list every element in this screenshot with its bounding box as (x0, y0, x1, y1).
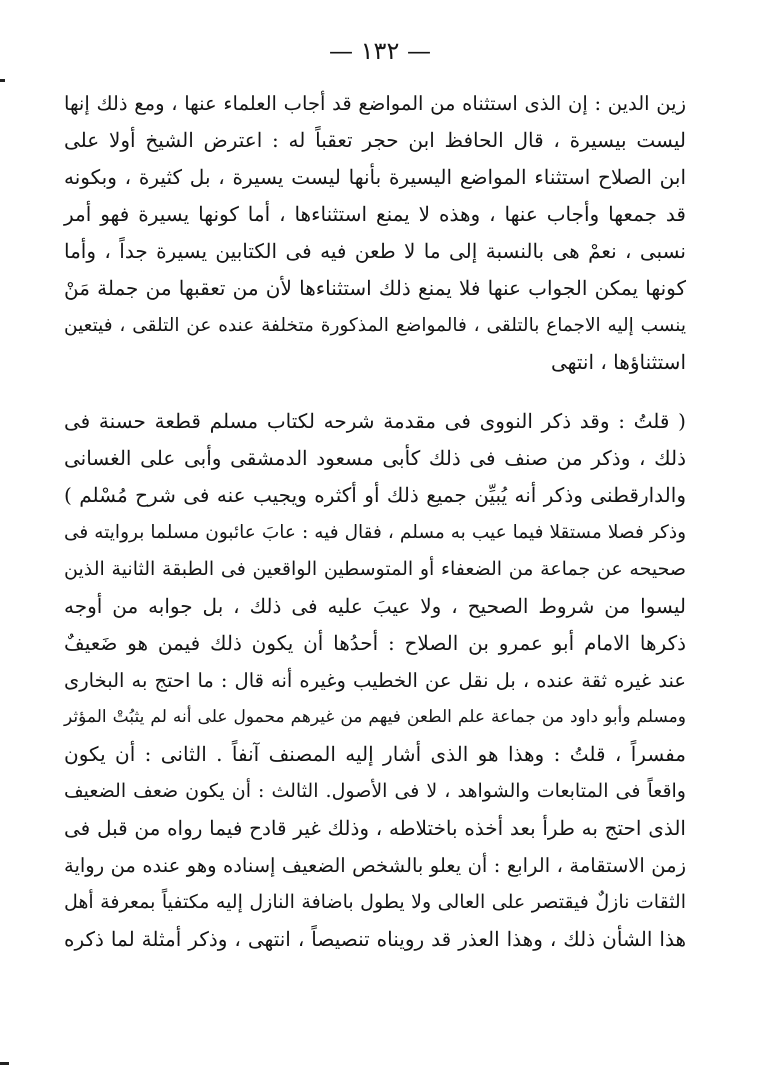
paragraph-2 (64, 403, 686, 958)
text-line: صحيحه عن جماعة من الضعفاء أو المتوسطين الواقعين فى الطبقة الثانية الذين (64, 558, 686, 580)
text-line: ليسوا من شروط الصحيح ، ولا عيبَ عليه فى ذلك ، بل جوابه من أوجه (64, 594, 686, 618)
text-line: واقعاً فى المتابعات والشواهد ، لا فى الأصول. الثالث : أن يكون ضعف الضعيف (64, 780, 686, 802)
text-line: ينسب إليه الاجماع بالتلقى ، فالمواضع المذكورة متخلفة عنده عن التلقى ، فيتعين (64, 315, 686, 336)
text-line: ذكرها الامام أبو عمرو بن الصلاح : أحدُها أن يكون ذلك فيمن هو ضَعيفٌ (64, 631, 686, 655)
text-line: ( قلتُ : وقد ذكر النووى فى مقدمة شرحه لكتاب مسلم قطعة حسنة فى (64, 409, 686, 433)
text-line: استثناؤها ، انتهى (550, 350, 686, 374)
text-line: الثقات نازلٌ فيقتصر على العالى ولا يطول باضافة النازل إليه مكتفياً بمعرفة أهل (64, 891, 686, 913)
scan-margin-mark (0, 1062, 9, 1065)
text-line: قد جمعها وأجاب عنها ، وهذه لا يمنع استثناءها ، أما كونها يسيرة فهو أمر (64, 202, 686, 226)
text-line: نسبى ، نعمْ هى بالنسبة إلى ما لا طعن فيه فى الكتابين يسيرة جداً ، وأما (64, 239, 686, 263)
text-line: زين الدين : إن الذى استثناه من المواضع قد أجاب العلماء عنها ، ومع ذلك إنها (64, 92, 686, 115)
paragraph-1 (64, 85, 686, 381)
text-line: ابن الصلاح استثناء المواضع اليسيرة بأنها ليست يسيرة ، بل كثيرة ، وبكونه (64, 165, 686, 189)
scan-margin-mark (0, 79, 5, 82)
text-line: كونها يمكن الجواب عنها فلا يمنع ذلك استثناءها لأن من تعقبها من جملة مَنْ (64, 276, 686, 300)
text-line: والدارقطنى وذكر أنه يُبيِّن جميع ذلك أو أكثره ويجيب عنه فى شرح مُسْلم ) (64, 483, 686, 507)
text-line: ومسلم وأبو داود من جماعة علم الطعن فيهم من غيرهم محمول على أنه لم يثبُتْ المؤثر (64, 707, 686, 727)
text-line: عند غيره ثقة عنده ، بل نقل عن الخطيب وغيره أنه قال : ما احتج به البخارى (64, 669, 686, 692)
text-line: ليست بيسيرة ، قال الحافظ ابن حجر تعقباً له : اعترض الشيخ أولا على (64, 128, 686, 152)
text-line: هذا الشأن ذلك ، وهذا العذر قد رويناه تنصيصاً ، انتهى ، وذكر أمثلة لما ذكره (64, 927, 686, 951)
page-number: — ١٣٢ — (329, 37, 431, 65)
text-line: وذكر فصلا مستقلا فيما عيب به مسلم ، فقال فيه : عابَ عائبون مسلما بروايته فى (64, 522, 686, 543)
text-line: زمن الاستقامة ، الرابع : أن يعلو بالشخص الضعيف إسناده وهو عنده من رواية (64, 854, 686, 877)
text-line: ذلك ، وذكر من صنف فى ذلك كأبى مسعود الدمشقى وأبى على الغسانى (64, 446, 686, 470)
text-line: مفسراً ، قلتُ : وهذا هو الذى أشار إليه المصنف آنفاً . الثانى : أن يكون (64, 742, 686, 766)
text-line: الذى احتج به طرأ بعد أخذه باختلاطه ، وذلك غير قادح فيما رواه من قبل فى (64, 816, 686, 840)
